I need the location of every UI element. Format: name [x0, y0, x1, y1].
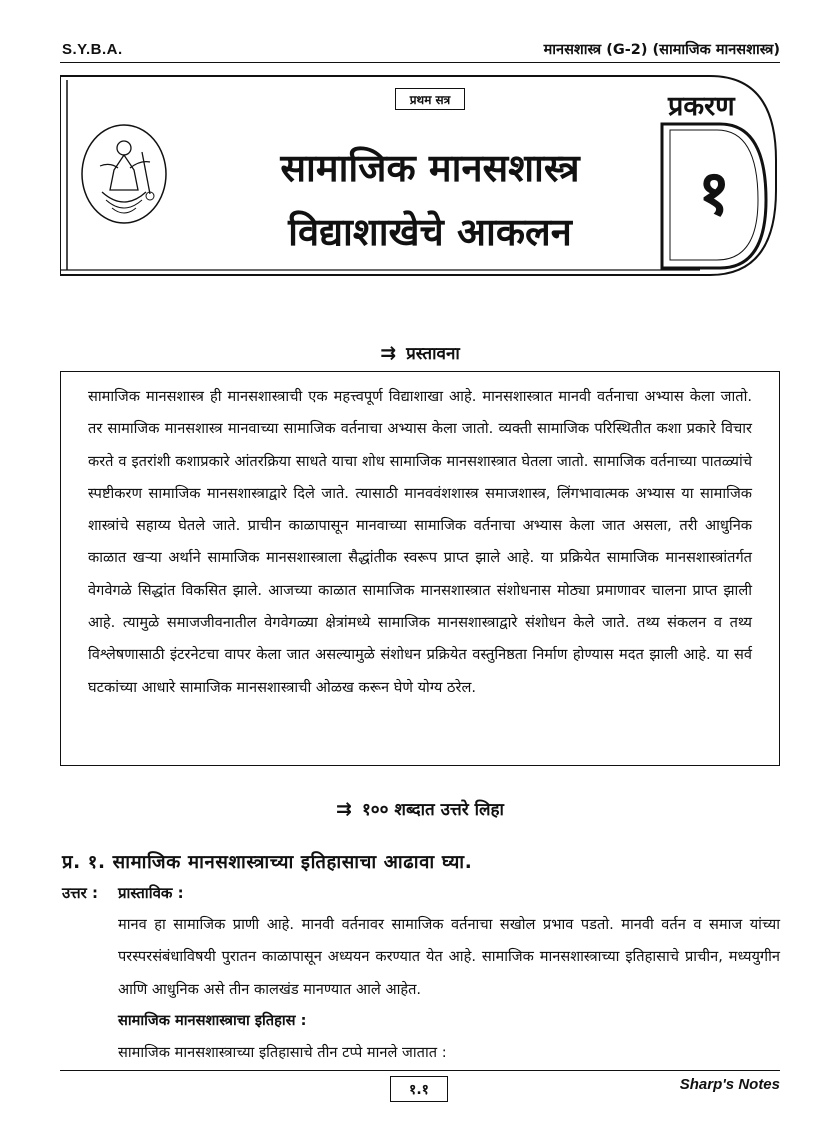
- intro-heading: [0, 341, 840, 364]
- brand-label: Sharp's Notes: [679, 1076, 780, 1093]
- page-header: [62, 38, 780, 60]
- double-right-arrow-icon: ⇉: [336, 798, 352, 820]
- course-label: S.Y.B.A.: [62, 40, 123, 58]
- intro-box: [60, 371, 780, 766]
- answer-paragraph: मानव हा सामाजिक प्राणी आहे. मानवी वर्तनावर सामाजिक वर्तनाचा सखोल प्रभाव पडतो. मानवी वर्तन व समाज यांच्या परस्परसंबंधाविषयी पुरातन काळापासून अध्ययन करण्यात येत आहे. सामाजिक मानसशास्त्राच्या इतिहासाचे प्राचीन, मध्ययुगीन आणि आधुनिक असे तीन कालखंड मानण्यात आले आहेत.: [118, 916, 780, 998]
- short-answer-heading-text: १०० शब्दात उत्तरे लिहा: [361, 800, 504, 820]
- subject-label: मानसशास्त्र (G-2) (सामाजिक मानसशास्त्र): [543, 42, 780, 58]
- chapter-title-line1: सामाजिक मानसशास्त्र: [280, 146, 580, 190]
- chapter-word: प्रकरण: [668, 91, 735, 122]
- history-heading: सामाजिक मानसशास्त्राचा इतिहास :: [118, 1012, 307, 1029]
- session-tag: प्रथम सत्र: [395, 88, 465, 110]
- chapter-title-line2: विद्याशाखेचे आकलन: [288, 210, 572, 254]
- short-answer-heading: [0, 797, 840, 820]
- history-line: सामाजिक मानसशास्त्राच्या इतिहासाचे तीन टप्पे मानले जातात :: [118, 1044, 447, 1061]
- answer-subheading: प्रास्ताविक :: [118, 884, 184, 902]
- page-number: १.१: [390, 1076, 448, 1102]
- answer-label: उत्तर :: [62, 884, 98, 902]
- intro-paragraph: सामाजिक मानसशास्त्र ही मानसशास्त्राची एक महत्त्वपूर्ण विद्याशाखा आहे. मानसशास्त्रात मानवी वर्तनाचा अभ्यास केला जातो. तर सामाजिक मानसशास्त्र मानवाच्या सामाजिक वर्तनाचा अभ्यास केला जातो. व्यक्ती सामाजिक परिस्थितीत कशा प्रकारे विचार करते व इतरांशी कशाप्रकारे आंतरक्रिया साधते याचा शोध सामाजिक मानसशास्त्रात घेतला जातो. सामाजिक वर्तनाच्या पातळ्यांचे स्पष्टीकरण सामाजिक मानसशास्त्राद्वारे दिले जाते. त्यासाठी मानववंशशास्त्र समाजशास्त्र, लिंगभावात्मक अभ्यास या सामाजिक शास्त्रांचे सहाय्य घेतले जाते. प्राचीन काळापासून मानवाच्या सामाजिक वर्तनाचा अभ्यास केला जात असला, तरी आधुनिक काळात खऱ्या अर्थाने सामाजिक मानसशास्त्राला सैद्धांतीक स्वरूप प्राप्त झाले आहे. या प्रक्रियेत सामाजिक मानसशास्त्रांतर्गत वेगवेगळे सिद्धांत विकसित झाले. आजच्या काळात सामाजिक मानसशास्त्रात संशोधनास मोठ्या प्रमाणावर चालना प्राप्त झाली आहे. त्यामुळे समाजजीवनातील वेगवेगळ्या क्षेत्रांमध्ये सामाजिक मानसशास्त्राद्वारे संशोधन केले जाते. तथ्य संकलन व तथ्य विश्लेषणासाठी इंटरनेटचा वापर केला जात असल्यामुळे संशोधन प्रक्रियेत वस्तुनिष्ठता निर्माण होण्यास मदत झाली आहे. या सर्व घटकांच्या आधारे सामाजिक मानसशास्त्राची ओळख करून घेणे योग्य ठरेल.: [88, 388, 752, 696]
- footer-rule: [60, 1070, 780, 1071]
- saraswati-emblem-icon: [80, 122, 168, 226]
- double-right-arrow-icon: ⇉: [380, 342, 397, 364]
- question-1: प्र. १. सामाजिक मानसशास्त्राच्या इतिहासाचा आढावा घ्या.: [62, 852, 473, 873]
- header-rule: [60, 62, 780, 63]
- intro-heading-text: प्रस्तावना: [406, 344, 460, 364]
- chapter-number: १: [697, 156, 731, 229]
